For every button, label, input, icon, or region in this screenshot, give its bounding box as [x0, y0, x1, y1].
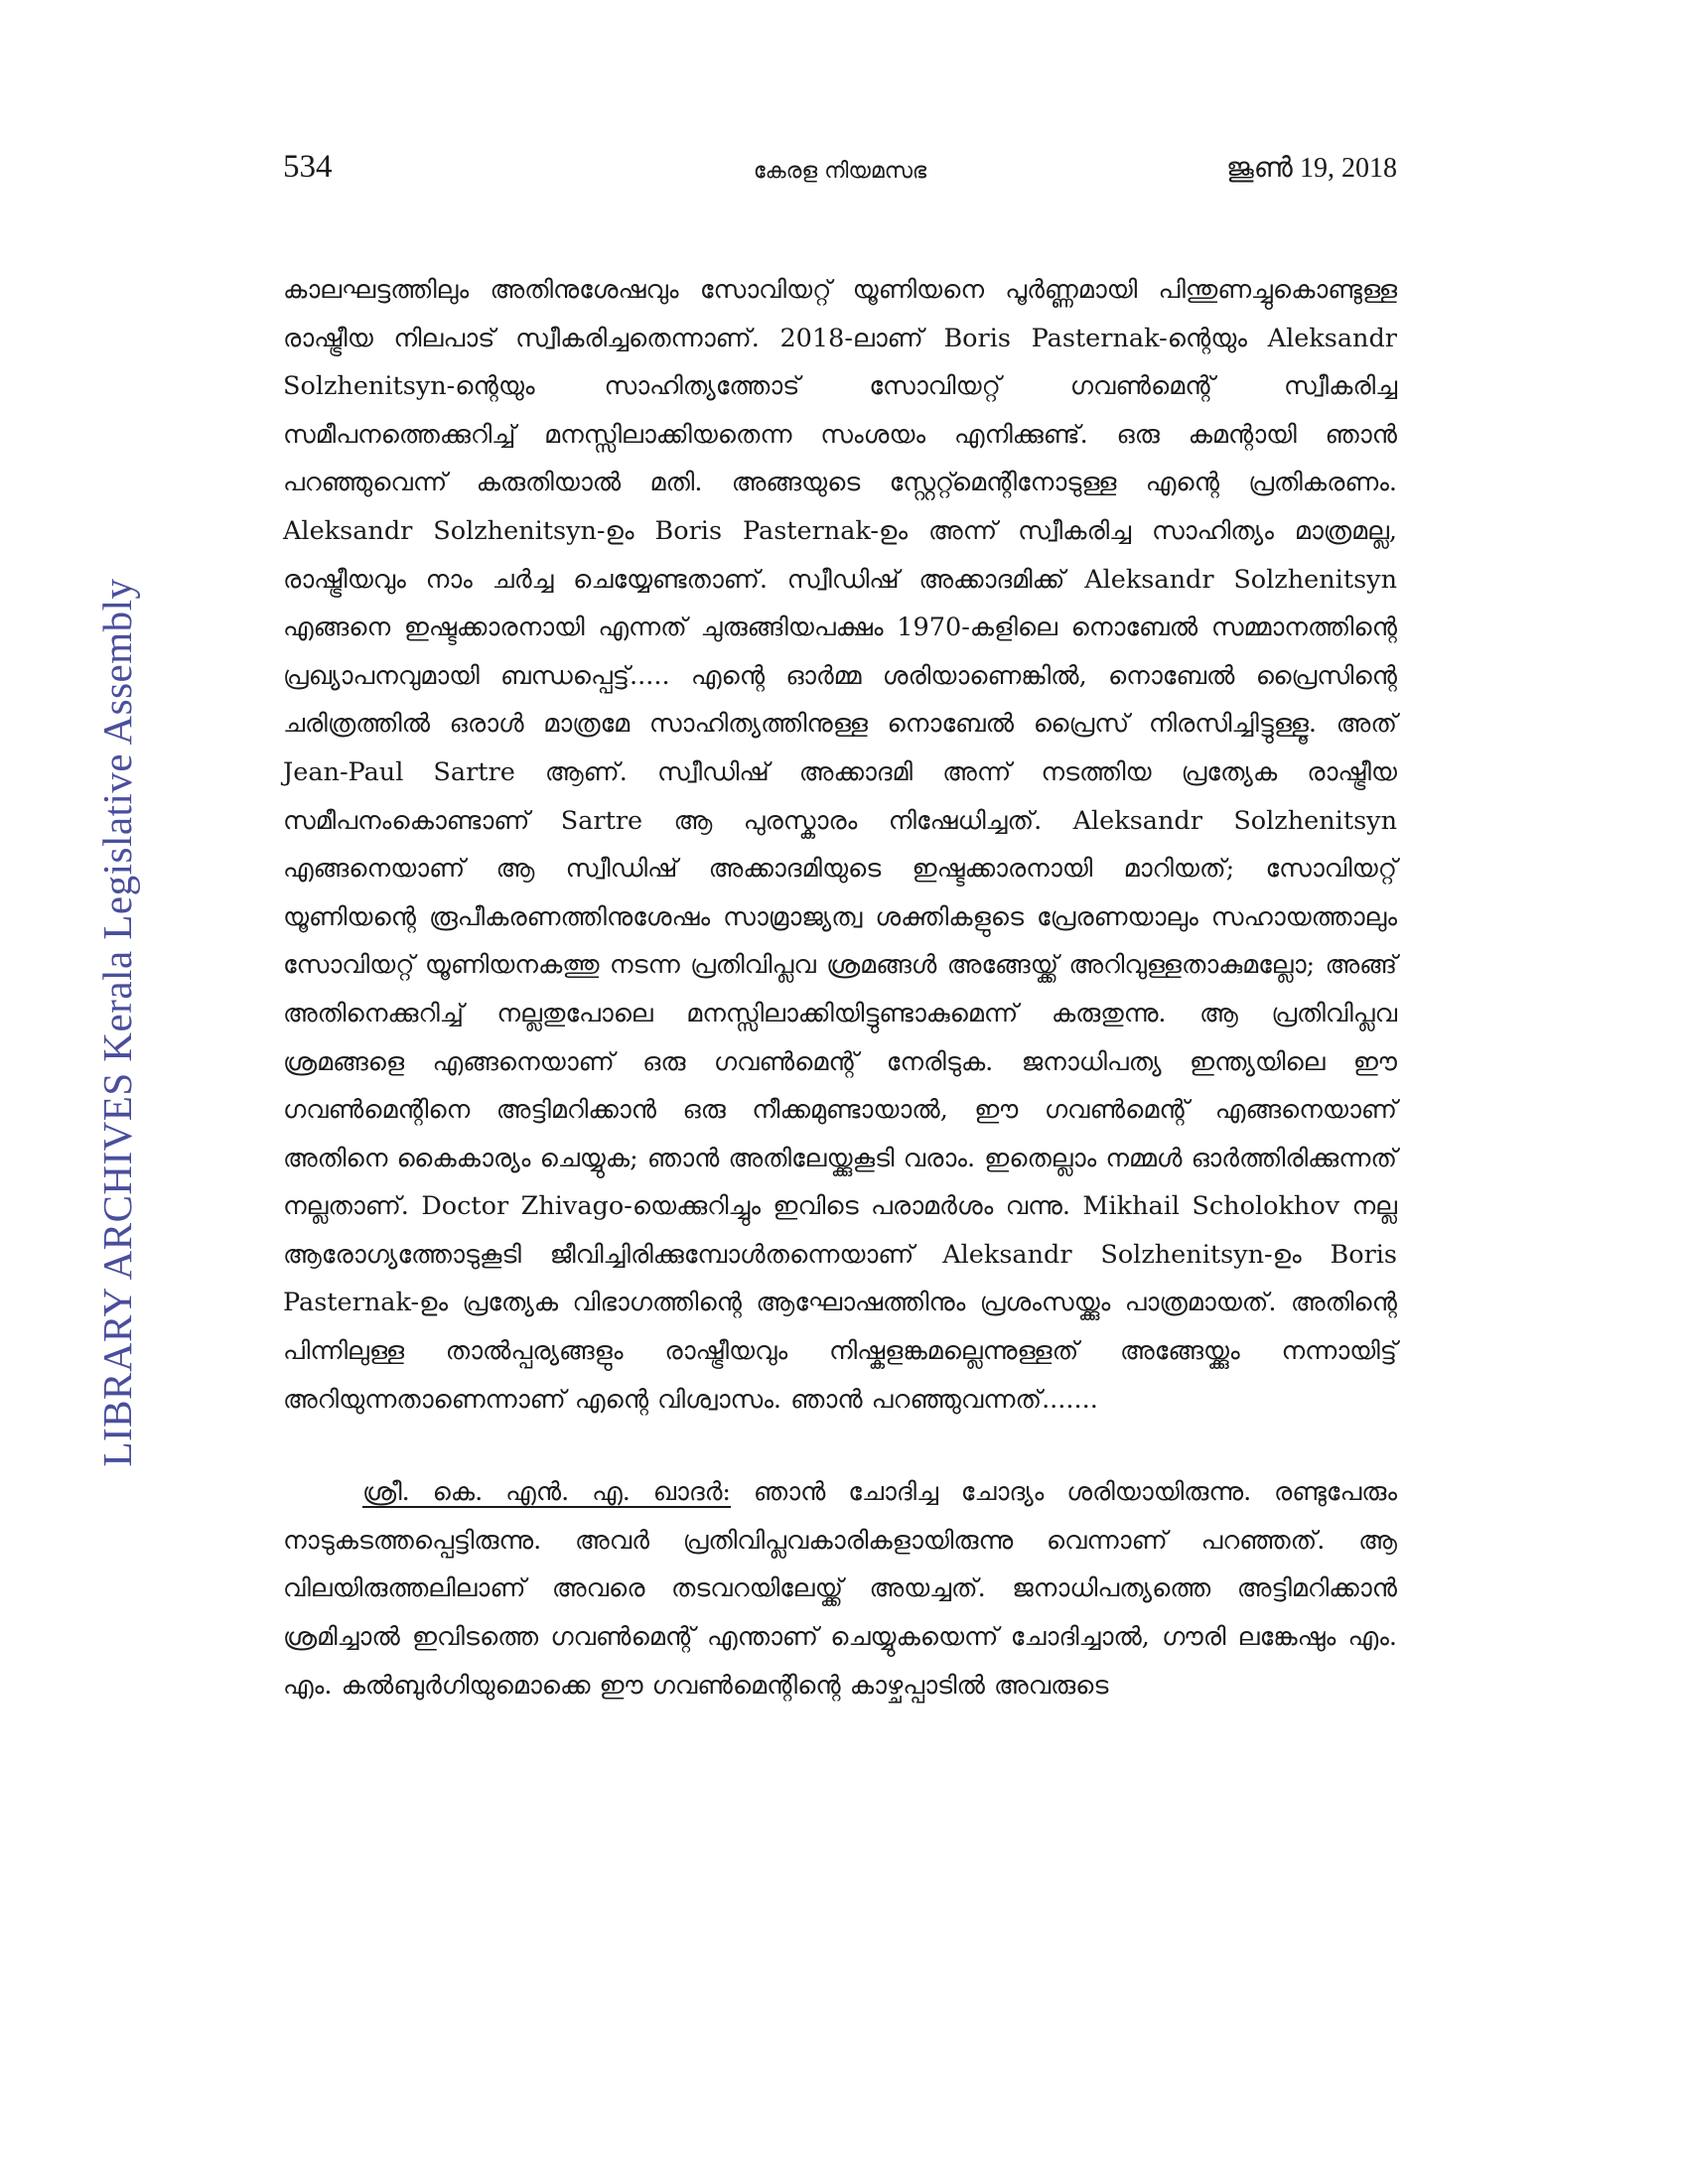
side-watermark: LIBRARY ARCHIVES Kerala Legislative Assembly: [94, 578, 140, 1467]
paragraph: കാലഘട്ടത്തിലും അതിനുശേഷവും സോവിയറ്റ് യൂണിയനെ പൂർണ്ണമായി പിന്തുണച്ചുകൊണ്ടുള്ള രാഷ്ട്രീയ നിലപാട് സ്വീകരിച്ചതെന്നാണ്. 2018-ലാണ് Boris Pasternak-ന്റെയും Aleksandr Solzhenitsyn-ന്റെയും സാഹിത്യത്തോട് സോവിയറ്റ് ഗവൺമെന്റ് സ്വീകരിച്ച സമീപനത്തെക്കുറിച്ച് മനസ്സിലാക്കിയതെന്ന സംശയം എനിക്കുണ്ട്. ഒരു കമന്റായി ഞാൻ പറഞ്ഞുവെന്ന് കരുതിയാൽ മതി. അങ്ങയുടെ സ്റ്റേറ്റ്മെന്റിനോടുള്ള എന്റെ പ്രതികരണം. Aleksandr Solzhenitsyn-ഉം Boris Pasternak-ഉം അന്ന് സ്വീകരിച്ച സാഹിത്യം മാത്രമല്ല, രാഷ്ട്രീയവും നാം ചർച്ച ചെയ്യേണ്ടതാണ്. സ്വീഡിഷ് അക്കാദമിക്ക് Aleksandr Solzhenitsyn എങ്ങനെ ഇഷ്ടക്കാരനായി എന്നത് ചുരുങ്ങിയപക്ഷം 1970-കളിലെ നൊബേൽ സമ്മാനത്തിന്റെ പ്രഖ്യാപനവുമായി ബന്ധപ്പെട്ട്..... എന്റെ ഓർമ്മ ശരിയാണെങ്കിൽ, നൊബേൽ പ്രൈസിന്റെ ചരിത്രത്തിൽ ഒരാൾ മാത്രമേ സാഹിത്യത്തിനുള്ള നൊബേൽ പ്രൈസ് നിരസിച്ചിട്ടുള്ളൂ. അത് Jean-Paul Sartre ആണ്. സ്വീഡിഷ് അക്കാദമി അന്ന് നടത്തിയ പ്രത്യേക രാഷ്ട്രീയ സമീപനംകൊണ്ടാണ് Sartre ആ പുരസ്കാരം നിഷേധിച്ചത്. Aleksandr Solzhenitsyn എങ്ങനെയാണ് ആ സ്വീഡിഷ് അക്കാദമിയുടെ ഇഷ്ടക്കാരനായി മാറിയത്; സോവിയറ്റ് യൂണിയന്റെ രൂപീകരണത്തിനുശേഷം സാമ്രാജ്യത്വ ശക്തികളുടെ പ്രേരണയാലും സഹായത്താലും സോവിയറ്റ് യൂണിയനകത്തു നടന്ന പ്രതിവിപ്ലവ ശ്രമങ്ങൾ അങ്ങേയ്ക്ക് അറിവുള്ളതാകുമല്ലോ; അങ്ങ് അതിനെക്കുറിച്ച് നല്ലതുപോലെ മനസ്സിലാക്കിയിട്ടുണ്ടാകുമെന്ന് കരുതുന്നു. ആ പ്രതിവിപ്ലവ ശ്രമങ്ങളെ എങ്ങനെയാണ് ഒരു ഗവൺമെന്റ് നേരിടുക. ജനാധിപത്യ ഇന്ത്യയിലെ ഈ ഗവൺമെന്റിനെ അട്ടിമറിക്കാൻ ഒരു നീക്കമുണ്ടായാൽ, ഈ ഗവൺമെന്റ് എങ്ങനെയാണ് അതിനെ കൈകാര്യം ചെയ്യുക; ഞാൻ അതിലേയ്ക്കുകൂടി വരാം. ഇതെല്ലാം നമ്മൾ ഓർത്തിരിക്കുന്നത് നല്ലതാണ്. Doctor Zhivago-യെക്കുറിച്ചും ഇവിടെ പരാമർശം വന്നു. Mikhail Scholokhov നല്ല ആരോഗ്യത്തോടുകൂടി ജീവിച്ചിരിക്കുമ്പോൾതന്നെയാണ് Aleksandr Solzhenitsyn-ഉം Boris Pasternak-ഉം പ്രത്യേക വിഭാഗത്തിന്റെ ആഘോഷത്തിനും പ്രശംസയ്ക്കും പാത്രമായത്. അതിന്റെ പിന്നിലുള്ള താൽപ്പര്യങ്ങളും രാഷ്ട്രീയവും നിഷ്കളങ്കമല്ലെന്നുള്ളത് അങ്ങേയ്ക്കും നന്നായിട്ട് അറിയുന്നതാണെന്നാണ് എന്റെ വിശ്വാസം. ഞാൻ പറഞ്ഞുവന്നത്.......: [283, 275, 1397, 1415]
page-number: 534: [283, 149, 333, 185]
speaker-paragraph: [283, 1468, 1397, 1709]
page-header: [283, 149, 1397, 197]
speaker-name: ശ്രീ. കെ. എൻ. എ. ഖാദർ:: [362, 1477, 732, 1508]
running-title: കേരള നിയമസഭ: [753, 159, 927, 184]
document-body: [283, 266, 1397, 1709]
speaker-text: ഞാൻ ചോദിച്ച ചോദ്യം ശരിയായിരുന്നു. രണ്ടുപേരും നാടുകടത്തപ്പെട്ടിരുന്നു. അവർ പ്രതിവിപ്ലവകാരികളായിരുന്നു വെന്നാണ് പറഞ്ഞത്. ആ വിലയിരുത്തലിലാണ് അവരെ തടവറയിലേയ്ക്ക് അയച്ചത്. ജനാധിപത്യത്തെ അട്ടിമറിക്കാൻ ശ്രമിച്ചാൽ ഇവിടത്തെ ഗവൺമെന്റ് എന്താണ് ചെയ്യുകയെന്ന് ചോദിച്ചാൽ, ഗൗരി ലങ്കേഷും എം. എം. കൽബുർഗിയുമൊക്കെ ഈ ഗവൺമെന്റിന്റെ കാഴ്ചപ്പാടിൽ അവരുടെ: [283, 1477, 1398, 1701]
header-date: ജൂൺ 19, 2018: [1226, 153, 1397, 184]
